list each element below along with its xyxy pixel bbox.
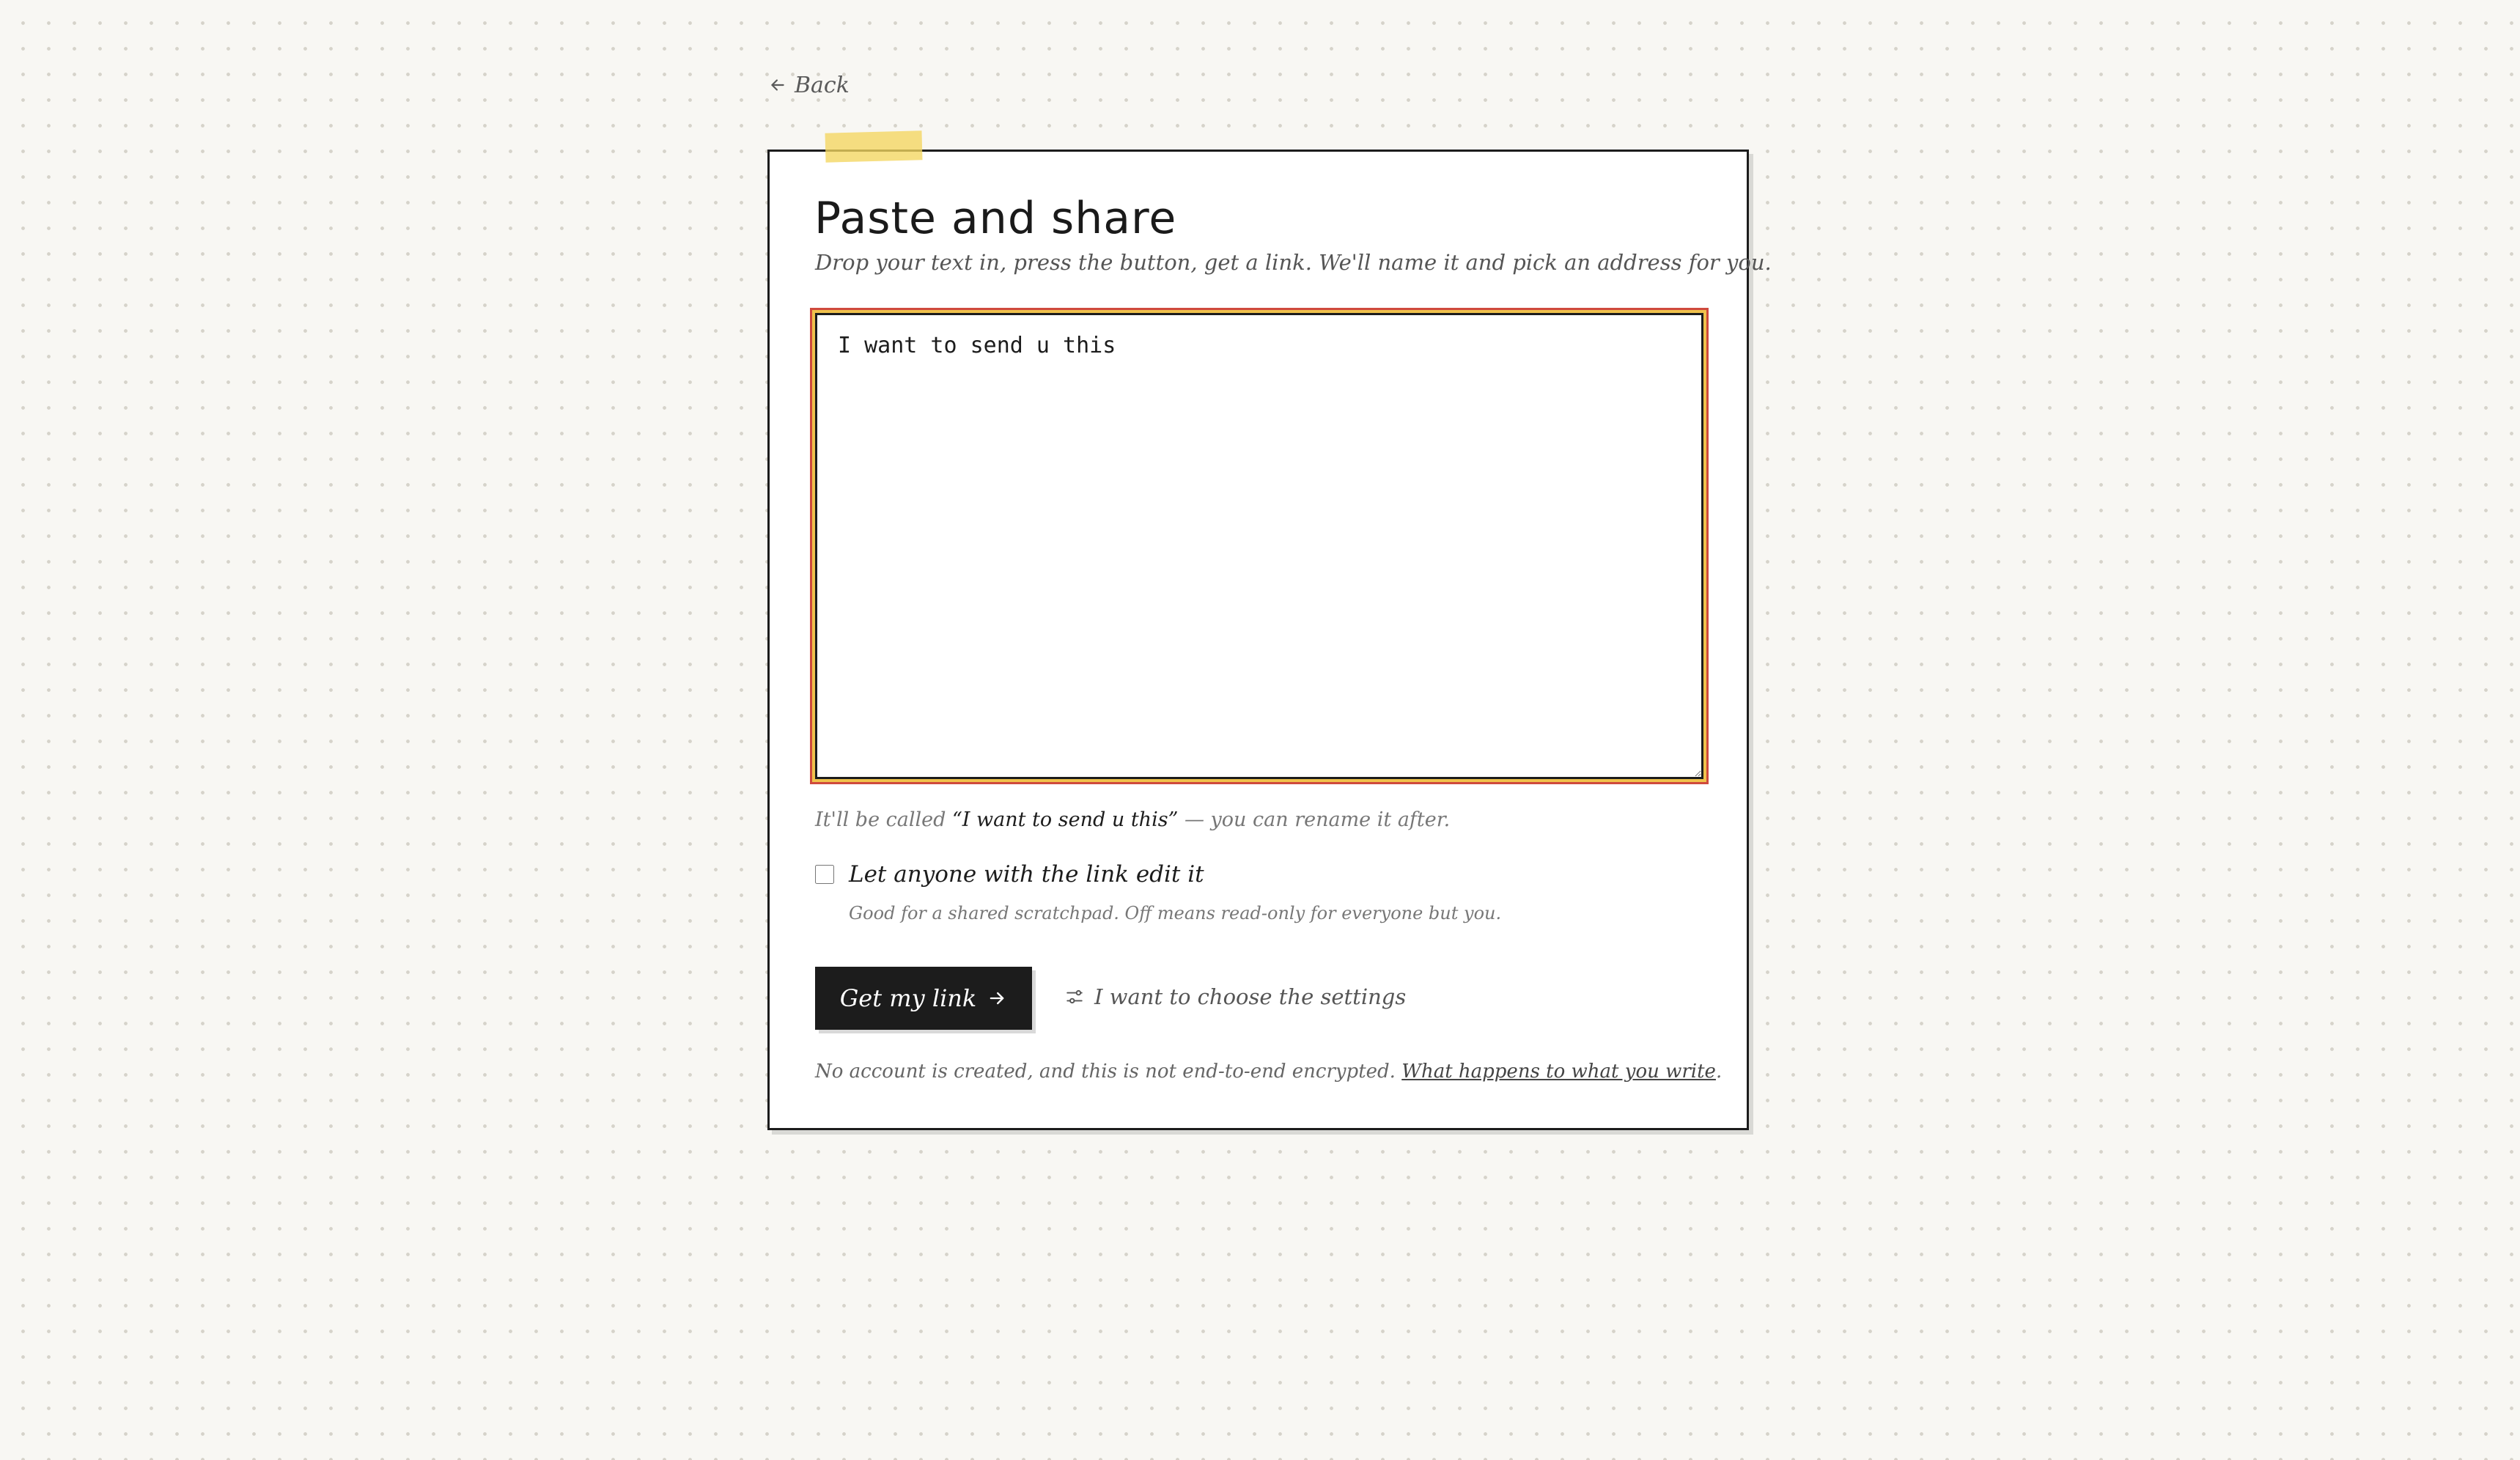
name-hint-prefix: It'll be called [815,808,952,831]
get-link-label: Get my link [839,984,977,1012]
edit-permission-row[interactable] [815,861,1204,888]
arrow-left-icon [768,75,787,95]
privacy-info-link[interactable]: What happens to what you write [1401,1061,1716,1083]
page-subtitle: Drop your text in, press the button, get a link. We'll name it and pick an address for you. [815,250,1772,275]
get-link-button[interactable] [815,967,1032,1030]
choose-settings-link[interactable] [1065,984,1406,1009]
editor-focus-ring [810,308,1709,784]
edit-permission-help: Good for a shared scratchpad. Off means read-only for everyone but you. [849,903,1502,923]
name-hint-suffix: — you can rename it after. [1178,808,1451,831]
back-label: Back [795,72,850,98]
paste-textarea[interactable] [815,313,1703,779]
name-hint-value: I want to send u this [962,808,1168,831]
tape-decoration [825,130,922,162]
name-hint-close-quote: ” [1168,808,1179,831]
edit-permission-label: Let anyone with the link edit it [849,861,1204,888]
name-hint [815,808,1450,831]
paste-card [767,150,1772,1130]
arrow-right-icon [987,988,1007,1009]
back-link[interactable] [768,70,850,100]
choose-settings-label: I want to choose the settings [1094,984,1407,1009]
name-hint-open-quote: “ [951,808,962,831]
edit-permission-checkbox[interactable] [815,865,834,884]
page-title: Paste and share [814,193,1177,244]
sliders-icon [1065,987,1084,1006]
privacy-note-trailing: . [1715,1061,1723,1083]
privacy-note-text: No account is created, and this is not end-to-end encrypted. [815,1061,1402,1083]
privacy-note [815,1061,1722,1083]
